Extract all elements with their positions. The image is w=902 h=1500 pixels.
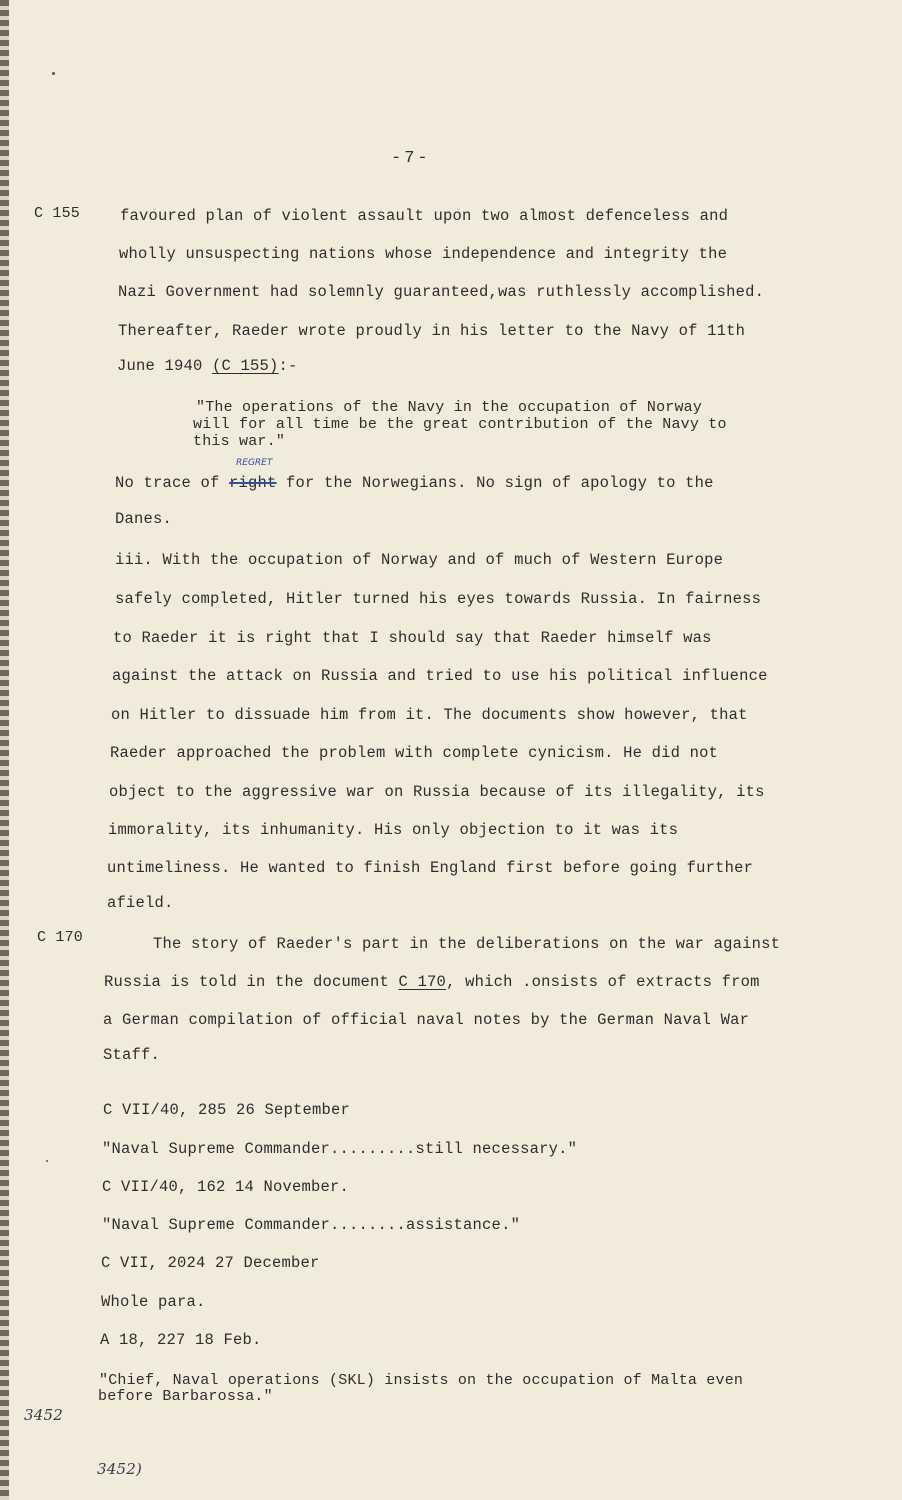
extract-reference: C VII/40, 285 26 September <box>103 1101 351 1119</box>
body-text: June 1940 <box>117 357 213 375</box>
body-line: Danes. <box>115 510 173 528</box>
body-line: a German compilation of official naval notes by the German Naval War <box>103 1011 750 1029</box>
paper-speck <box>52 72 55 75</box>
body-line: wholly unsuspecting nations whose independence and integrity the <box>119 245 728 263</box>
body-line <box>115 474 714 492</box>
extract-reference: C VII, 2024 27 December <box>101 1254 320 1272</box>
body-line <box>104 973 760 991</box>
body-text: Russia is told in the document <box>104 973 399 991</box>
body-line: immorality, its inhumanity. His only objection to it was its <box>108 821 679 839</box>
margin-ref-c170: C 170 <box>37 929 84 946</box>
extract-reference: C VII/40, 162 14 November. <box>102 1178 350 1196</box>
body-line: against the attack on Russia and tried to use his political influence <box>112 667 768 685</box>
body-line: Raeder approached the problem with complete cynicism. He did not <box>110 744 719 762</box>
extract-quote: "Naval Supreme Commander.........still necessary." <box>102 1140 578 1158</box>
document-reference: (C 155) <box>212 357 279 375</box>
quote-line: this war." <box>193 433 286 450</box>
body-line: Thereafter, Raeder wrote proudly in his letter to the Navy of 11th <box>118 322 746 340</box>
margin-ref-c155: C 155 <box>34 205 81 222</box>
handwritten-correction: REGRET <box>236 458 273 468</box>
body-line: Nazi Government had solemnly guaranteed,was ruthlessly accomplished. <box>118 283 765 301</box>
quote-line: before Barbarossa." <box>98 1388 273 1405</box>
body-line: to Raeder it is right that I should say that Raeder himself was <box>113 629 712 647</box>
body-line: iii. With the occupation of Norway and of much of Western Europe <box>115 551 724 569</box>
quote-line: "Chief, Naval operations (SKL) insists on the occupation of Malta even <box>99 1372 744 1389</box>
extract-quote: "Naval Supreme Commander........assistance." <box>102 1216 521 1234</box>
body-line: untimeliness. He wanted to finish England first before going further <box>107 859 754 877</box>
body-line: Staff. <box>103 1046 161 1064</box>
body-line <box>117 357 298 375</box>
footer-reference: 3452) <box>97 1460 143 1478</box>
margin-handwritten-number: 3452 <box>24 1406 63 1424</box>
binding-holes <box>0 0 9 1500</box>
body-text: No trace of <box>115 474 230 492</box>
extract-note: Whole para. <box>101 1293 206 1311</box>
body-line: favoured plan of violent assault upon two almost defenceless and <box>120 207 729 225</box>
quote-line: "The operations of the Navy in the occupation of Norway <box>196 399 703 416</box>
document-reference: C 170 <box>398 973 447 991</box>
extract-reference: A 18, 227 18 Feb. <box>100 1331 262 1349</box>
body-text: :- <box>278 357 298 375</box>
paper-speck <box>46 1160 48 1162</box>
body-line: on Hitler to dissuade him from it. The documents show however, that <box>111 706 748 724</box>
page-number: -7- <box>391 149 431 168</box>
body-text: , which .onsists of extracts from <box>446 973 760 991</box>
body-text: for the Norwegians. No sign of apology to the <box>276 474 714 492</box>
body-line: safely completed, Hitler turned his eyes towards Russia. In fairness <box>115 590 762 608</box>
quote-line: will for all time be the great contribution of the Navy to <box>193 416 727 433</box>
body-line: afield. <box>107 894 174 912</box>
struck-word: right <box>229 474 277 492</box>
body-line: The story of Raeder's part in the deliberations on the war against <box>153 935 781 953</box>
body-line: object to the aggressive war on Russia because of its illegality, its <box>109 783 765 801</box>
